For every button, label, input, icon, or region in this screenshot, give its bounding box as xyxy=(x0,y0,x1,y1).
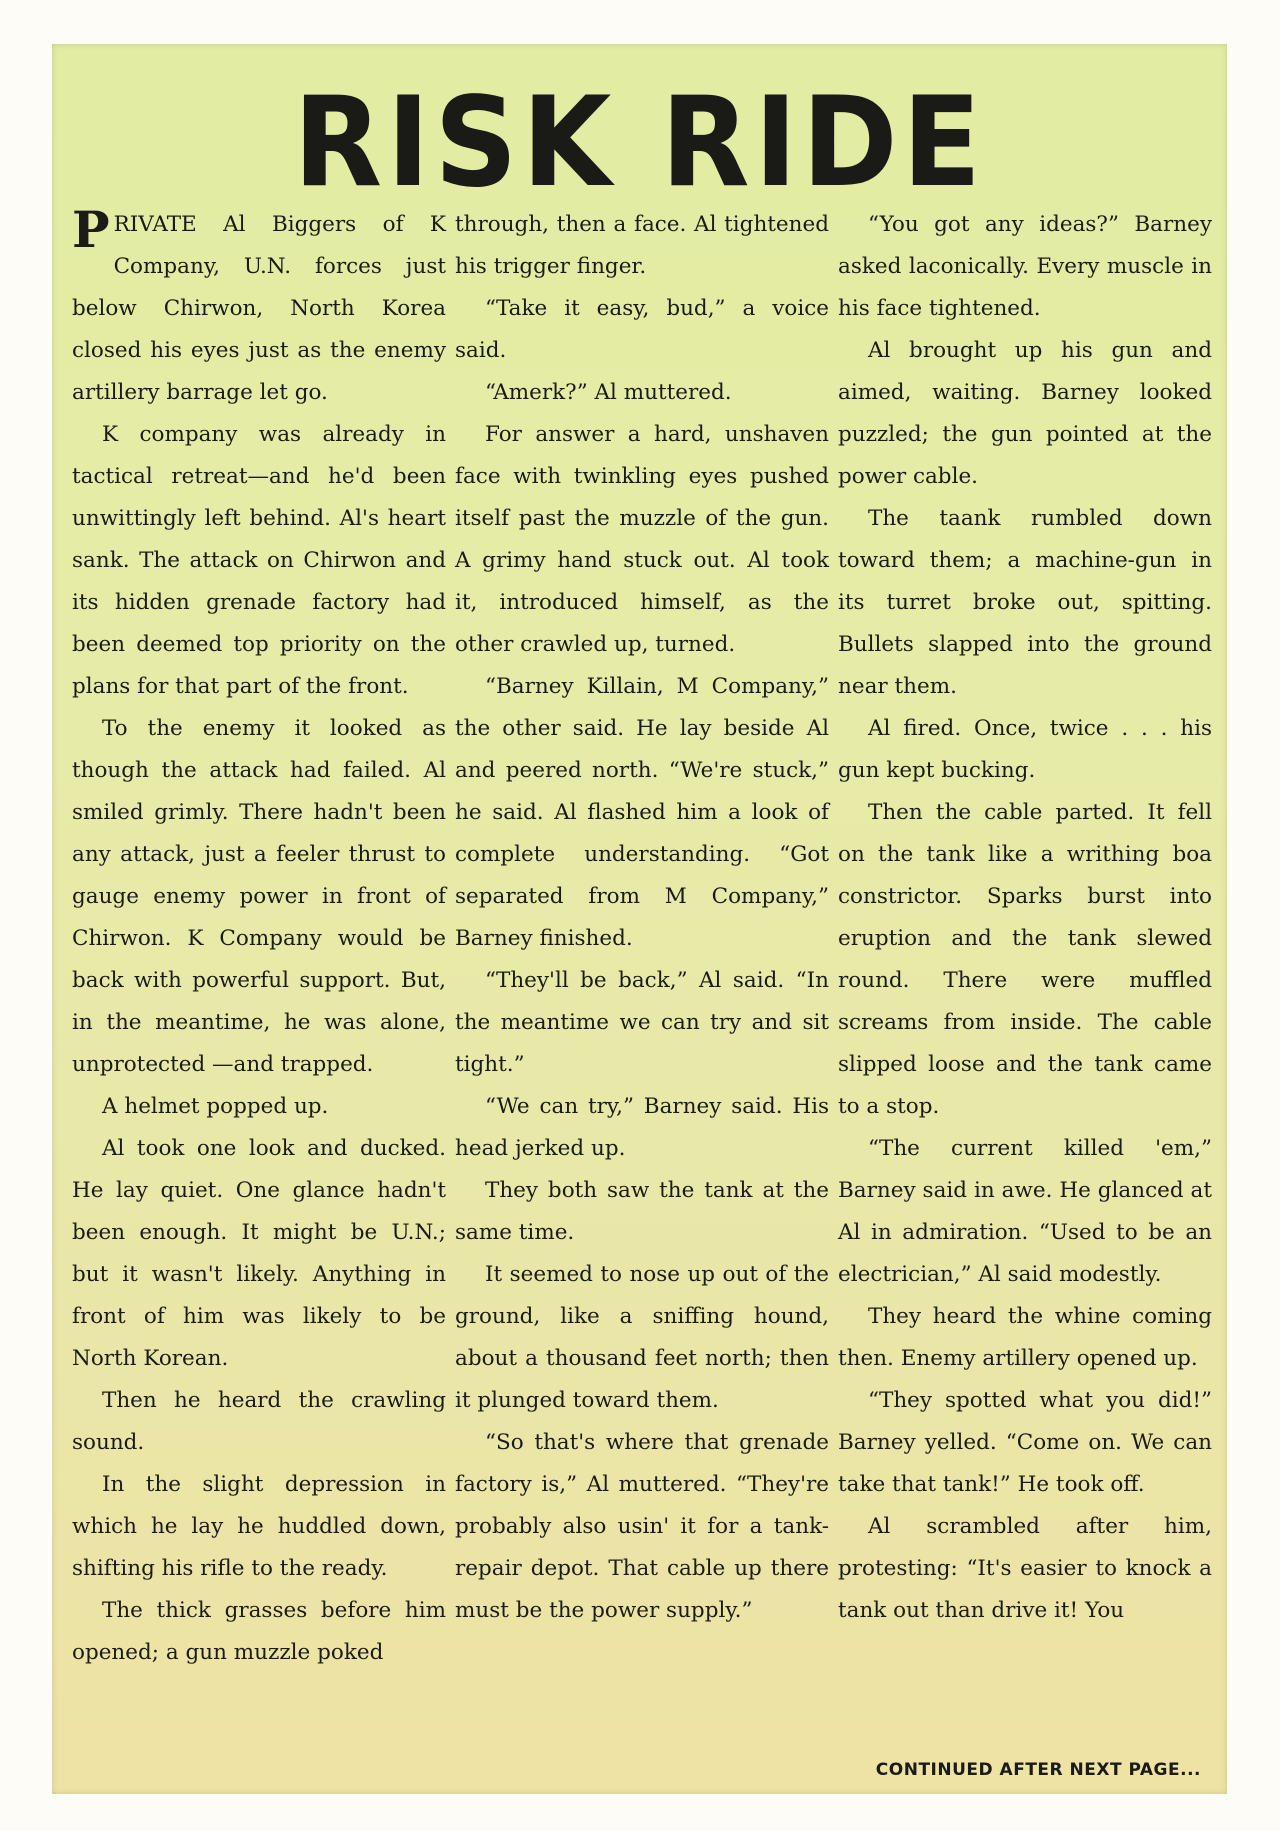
paragraph: “The current killed 'em,” Barney said in awe. He glanced at Al in admiration. “Used to be an electrician,” Al said modestly. xyxy=(838,1136,1212,1287)
column-1 xyxy=(72,200,446,1774)
paragraph: In the slight depression in which he lay he huddled down, shifting his rifle to the ready. xyxy=(72,1472,446,1581)
story-page xyxy=(52,44,1227,1794)
paragraph: “Take it easy, bud,” a voice said. xyxy=(455,296,829,363)
paragraph: Al took one look and ducked. He lay quiet. One glance hadn't been enough. It might be U.N.; but it wasn't likely. Anything in front of him was likely to be North Korean. xyxy=(72,1136,446,1371)
column-3 xyxy=(838,204,1212,1774)
paragraph: Al brought up his gun and aimed, waiting. Barney looked puzzled; the gun pointed at the power cable. xyxy=(838,338,1212,489)
story-title: RISK RIDE xyxy=(293,71,986,215)
continued-notice: CONTINUED AFTER NEXT PAGE... xyxy=(875,1760,1201,1780)
paragraph: To the enemy it looked as though the attack had failed. Al smiled grimly. There hadn't been any attack, just a feeler thrust to gauge enemy power in front of Chirwon. K Company would be back with powerful support. But, in the meantime, he was alone, unprotected —and trapped. xyxy=(72,716,446,1077)
paragraph: They heard the whine coming then. Enemy artillery opened up. xyxy=(838,1304,1212,1371)
paragraph: “They'll be back,” Al said. “In the meantime we can try and sit tight.” xyxy=(455,968,829,1077)
paragraph: The thick grasses before him opened; a gun muzzle poked xyxy=(72,1598,446,1665)
paragraph: They both saw the tank at the same time. xyxy=(455,1178,829,1245)
paragraph: For answer a hard, unshaven face with twinkling eyes pushed itself past the muzzle of the gun. A grimy hand stuck out. Al took it, introduced himself, as the other crawled up, turned. xyxy=(455,422,829,657)
paragraph: Then he heard the crawling sound. xyxy=(72,1388,446,1455)
paragraph: Al scrambled after him, protesting: “It's easier to knock a tank out than drive it! You xyxy=(838,1514,1212,1623)
paragraph: The taank rumbled down toward them; a machine-gun in its turret broke out, spitting. Bullets slapped into the ground near them. xyxy=(838,506,1212,699)
text-columns xyxy=(72,200,1212,1774)
paragraph: “We can try,” Barney said. His head jerked up. xyxy=(455,1094,829,1161)
paragraph: “You got any ideas?” Barney asked laconically. Every muscle in his face tightened. xyxy=(838,212,1212,321)
paragraph: “Barney Killain, M Company,” the other said. He lay beside Al and peered north. “We're stuck,” he said. Al flashed him a look of complete understanding. “Got separated from M Company,” Barney finished. xyxy=(455,674,829,951)
column-2 xyxy=(455,204,829,1774)
paragraph: K company was already in tactical retreat—and he'd been unwittingly left behind. Al's heart sank. The attack on Chirwon and its hidden grenade factory had been deemed top priority on the plans for that part of the front. xyxy=(72,422,446,699)
paragraph: Then the cable parted. It fell on the tank like a writhing boa constrictor. Sparks burst into eruption and the tank slewed round. There were muffled screams from inside. The cable slipped loose and the tank came to a stop. xyxy=(838,800,1212,1119)
paragraph: through, then a face. Al tightened his trigger finger. xyxy=(455,212,829,279)
paragraph: PRIVATE Al Biggers of K Company, U.N. forces just below Chirwon, North Korea closed his eyes just as the enemy artillery barrage let go. xyxy=(72,200,446,405)
paragraph: “They spotted what you did!” Barney yelled. “Come on. We can take that tank!” He took off. xyxy=(838,1388,1212,1497)
paragraph: “Amerk?” Al muttered. xyxy=(485,380,732,405)
paragraph: Al fired. Once, twice . . . his gun kept bucking. xyxy=(838,716,1212,783)
drop-cap: P xyxy=(72,200,110,259)
paragraph: A helmet popped up. xyxy=(102,1094,329,1119)
paragraph: “So that's where that grenade factory is,” Al muttered. “They're probably also usin' it for a tank-repair depot. That cable up there must be the power supply.” xyxy=(455,1430,829,1623)
paragraph: It seemed to nose up out of the ground, like a sniffing hound, about a thousand feet north; then it plunged toward them. xyxy=(455,1262,829,1413)
